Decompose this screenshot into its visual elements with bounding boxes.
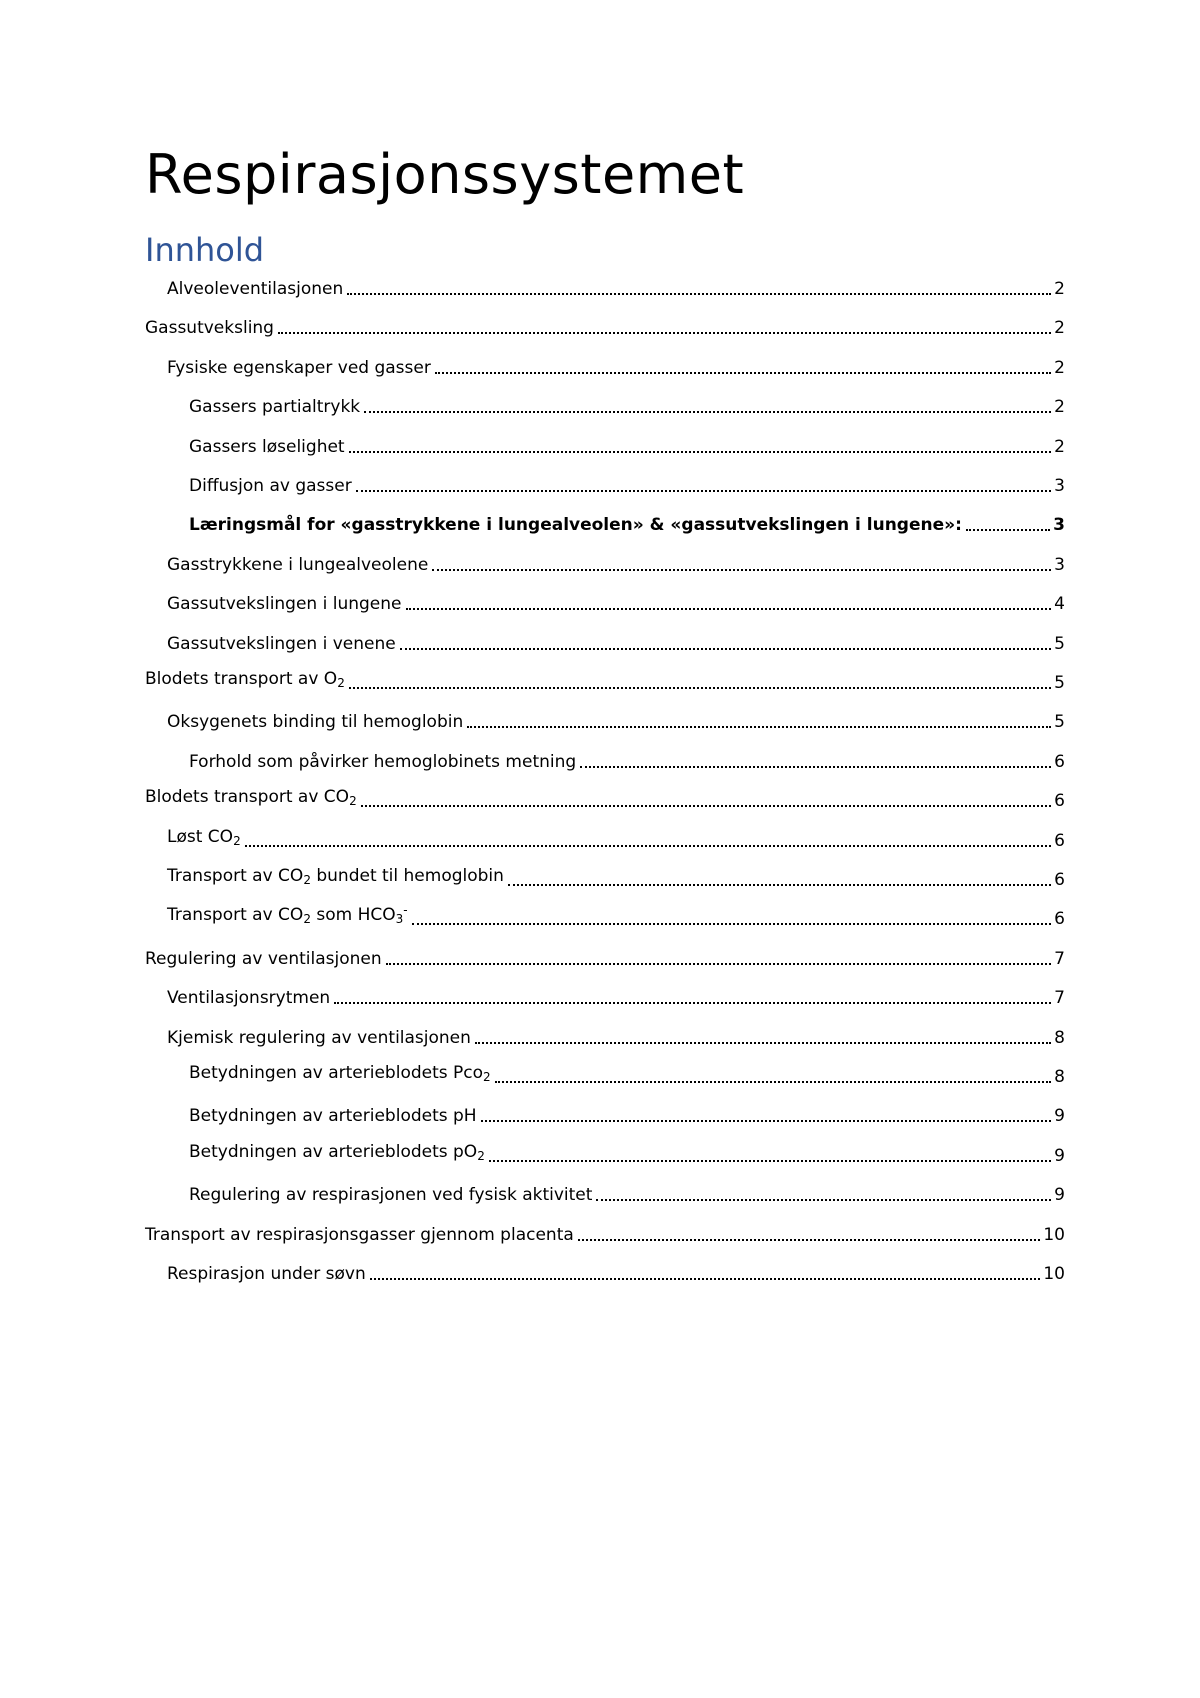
toc-entry[interactable]: [167, 979, 1065, 1009]
toc-entry-text: Gassutveksling: [145, 318, 274, 339]
toc-entry-superscript: -: [403, 903, 408, 918]
toc-dot-leader: [370, 1278, 1041, 1280]
toc-entry-label: [167, 593, 404, 615]
toc-entry-text: Betydningen av arterieblodets Pco: [189, 1063, 484, 1083]
toc-entry[interactable]: [189, 467, 1065, 497]
toc-page-number: 6: [1054, 751, 1065, 772]
toc-dot-leader: [596, 1199, 1051, 1201]
toc-dot-leader: [489, 1160, 1051, 1162]
toc-page-number: 4: [1054, 594, 1065, 615]
toc-entry[interactable]: [145, 664, 1065, 694]
toc-page-number: 7: [1054, 948, 1065, 969]
toc-entry-label: [189, 1062, 493, 1088]
toc-page-number: 3: [1054, 476, 1065, 496]
toc-page-number: 7: [1054, 988, 1065, 1009]
toc-dot-leader: [400, 648, 1051, 650]
toc-entry-label: [145, 786, 359, 812]
toc-page-number: 2: [1054, 436, 1065, 457]
toc-entry[interactable]: [145, 1216, 1065, 1246]
toc-entry-text: Diffusjon av gasser: [189, 476, 352, 496]
toc-entry-label: [167, 711, 465, 733]
toc-dot-leader: [349, 687, 1051, 689]
toc-entry-label: [189, 1105, 479, 1127]
toc-entry-label: [145, 948, 384, 970]
toc-dot-leader: [278, 332, 1051, 334]
toc-dot-leader: [578, 1239, 1041, 1241]
toc-page-number: 9: [1054, 1145, 1065, 1166]
toc-dot-leader: [580, 766, 1051, 768]
toc-dot-leader: [361, 805, 1051, 807]
toc-page-number: 2: [1054, 318, 1065, 339]
toc-page-number: 5: [1054, 633, 1065, 654]
toc-page-number: 10: [1043, 1224, 1065, 1245]
toc-entry-text: Alveoleventilasjonen: [167, 279, 344, 299]
toc-entry-label: [189, 514, 964, 536]
toc-entry-subscript: 2: [477, 1148, 485, 1163]
toc-entry-label: [189, 1141, 487, 1167]
toc-page-number: 5: [1054, 673, 1065, 693]
toc-entry-subscript: 2: [337, 676, 345, 690]
toc-dot-leader: [356, 490, 1051, 492]
toc-entry-label: [167, 899, 410, 930]
toc-page-number: 8: [1054, 1067, 1065, 1087]
toc-page-number: 10: [1043, 1264, 1065, 1284]
toc-page-number: 9: [1054, 1185, 1065, 1206]
toc-page-number: 8: [1054, 1027, 1065, 1048]
toc-entry[interactable]: [189, 428, 1065, 458]
toc-entry[interactable]: [167, 270, 1065, 300]
toc-entry-subscript: 2: [303, 912, 311, 927]
toc-entry-subscript: 2: [233, 833, 241, 848]
toc-entry-label: [167, 554, 430, 576]
toc-entry-text: Oksygenets binding til hemoglobin: [167, 712, 464, 733]
toc-dot-leader: [435, 372, 1051, 374]
toc-page-number: 9: [1054, 1106, 1065, 1127]
toc-entry-subscript: 2: [303, 873, 311, 887]
toc-entry-text: Gassutvekslingen i venene: [167, 633, 396, 654]
toc-entry-label: [167, 865, 506, 891]
toc-page-number: 2: [1054, 279, 1065, 299]
toc-dot-leader: [412, 923, 1052, 925]
toc-entry[interactable]: [189, 506, 1065, 536]
toc-entry-label: [167, 357, 433, 379]
toc-page-number: 6: [1054, 870, 1065, 890]
toc-entry[interactable]: [189, 1058, 1065, 1088]
toc-page-number: 2: [1054, 357, 1065, 378]
toc-entry-text: Blodets transport av CO: [145, 787, 350, 808]
toc-entry[interactable]: [167, 822, 1065, 852]
toc-entry[interactable]: [167, 861, 1065, 891]
toc-dot-leader: [386, 963, 1052, 965]
toc-entry-text-tail: bundet til hemoglobin: [310, 866, 504, 886]
toc-entry[interactable]: [167, 703, 1065, 733]
toc-entry-text: Gasstrykkene i lungealveolene: [167, 554, 429, 575]
toc-entry-label: [189, 396, 362, 418]
toc-page-number: 6: [1054, 909, 1065, 930]
toc-entry-label: [189, 436, 347, 458]
toc-entry-text: Transport av CO: [167, 905, 304, 926]
toc-entry[interactable]: [189, 743, 1065, 773]
toc-entry[interactable]: [167, 546, 1065, 576]
toc-dot-leader: [347, 293, 1051, 295]
toc-entry-text: Gassutvekslingen i lungene: [167, 594, 402, 615]
toc-entry-label: [167, 278, 345, 300]
toc-entry-label: [167, 987, 332, 1009]
toc-dot-leader: [334, 1002, 1051, 1004]
toc-entry-subscript: 3: [395, 912, 404, 927]
toc-entry[interactable]: [167, 1255, 1065, 1285]
toc-entry[interactable]: [189, 1176, 1065, 1206]
toc-page-number: 6: [1054, 830, 1065, 851]
toc-page-number: 3: [1053, 515, 1065, 536]
toc-entry-text: Regulering av respirasjonen ved fysisk aktivitet: [189, 1185, 593, 1206]
toc-dot-leader: [432, 569, 1051, 571]
toc-entry-label: [189, 1184, 594, 1206]
toc-entry-text: Forhold som påvirker hemoglobinets metning: [189, 751, 577, 772]
toc-dot-leader: [966, 529, 1050, 531]
toc-heading: Innhold: [145, 231, 265, 269]
toc-entry-text: Transport av CO: [167, 866, 304, 886]
toc-entry[interactable]: [189, 1137, 1065, 1167]
toc-entry-text: Gassers partialtrykk: [189, 397, 361, 418]
toc-entry-label: [145, 317, 276, 339]
toc-entry[interactable]: [167, 349, 1065, 379]
toc-entry[interactable]: [167, 1019, 1065, 1049]
toc-entry-subscript: 2: [483, 1070, 491, 1084]
toc-dot-leader: [475, 1042, 1051, 1044]
toc-entry[interactable]: [145, 782, 1065, 812]
toc-entry-text: Kjemisk regulering av ventilasjonen: [167, 1027, 471, 1048]
toc-entry[interactable]: [167, 900, 1065, 930]
toc-dot-leader: [495, 1081, 1052, 1083]
toc-entry-text: Gassers løselighet: [189, 436, 345, 457]
toc-entry-text: Betydningen av arterieblodets pO: [189, 1141, 478, 1162]
toc-entry-text: Løst CO: [167, 826, 234, 847]
toc-entry[interactable]: [145, 309, 1065, 339]
toc-entry[interactable]: [189, 388, 1065, 418]
toc-entry-text-tail: som HCO: [310, 905, 396, 926]
toc-entry-label: [145, 668, 347, 694]
toc-entry[interactable]: [145, 940, 1065, 970]
toc-entry-text: Blodets transport av O: [145, 669, 338, 689]
toc-dot-leader: [406, 608, 1052, 610]
toc-entry[interactable]: [167, 625, 1065, 655]
toc-entry-label: [167, 1263, 368, 1285]
toc-dot-leader: [349, 451, 1052, 453]
toc-entry-label: [189, 475, 354, 497]
toc-entry-label: [167, 1027, 473, 1049]
toc-entry[interactable]: [189, 1097, 1065, 1127]
toc-entry-text: Læringsmål for «gasstrykkene i lungealveolen» & «gassutvekslingen i lungene»:: [189, 515, 962, 536]
toc-page-number: 3: [1054, 554, 1065, 575]
toc-dot-leader: [481, 1120, 1052, 1122]
toc-entry-text: Respirasjon under søvn: [167, 1264, 366, 1284]
toc-entry-text: Betydningen av arterieblodets pH: [189, 1106, 477, 1127]
toc-page-number: 5: [1054, 712, 1065, 733]
toc-dot-leader: [245, 845, 1051, 847]
toc-dot-leader: [508, 884, 1051, 886]
toc-entry-label: [189, 751, 578, 773]
toc-entry-text: Transport av respirasjonsgasser gjennom placenta: [145, 1224, 574, 1245]
toc-entry-text: Ventilasjonsrytmen: [167, 988, 331, 1009]
toc-entry-subscript: 2: [349, 794, 357, 809]
toc-dot-leader: [467, 726, 1051, 728]
toc-entry-label: [145, 1224, 576, 1246]
toc-entry-label: [167, 826, 243, 852]
toc-entry-text: Fysiske egenskaper ved gasser: [167, 357, 431, 378]
toc-page-number: 2: [1054, 397, 1065, 418]
document-title: Respirasjonssystemet: [145, 143, 745, 206]
toc-entry[interactable]: [167, 585, 1065, 615]
toc-entry-label: [167, 633, 398, 655]
toc-dot-leader: [364, 411, 1051, 413]
toc-entry-text: Regulering av ventilasjonen: [145, 948, 382, 969]
toc-page-number: 6: [1054, 791, 1065, 812]
